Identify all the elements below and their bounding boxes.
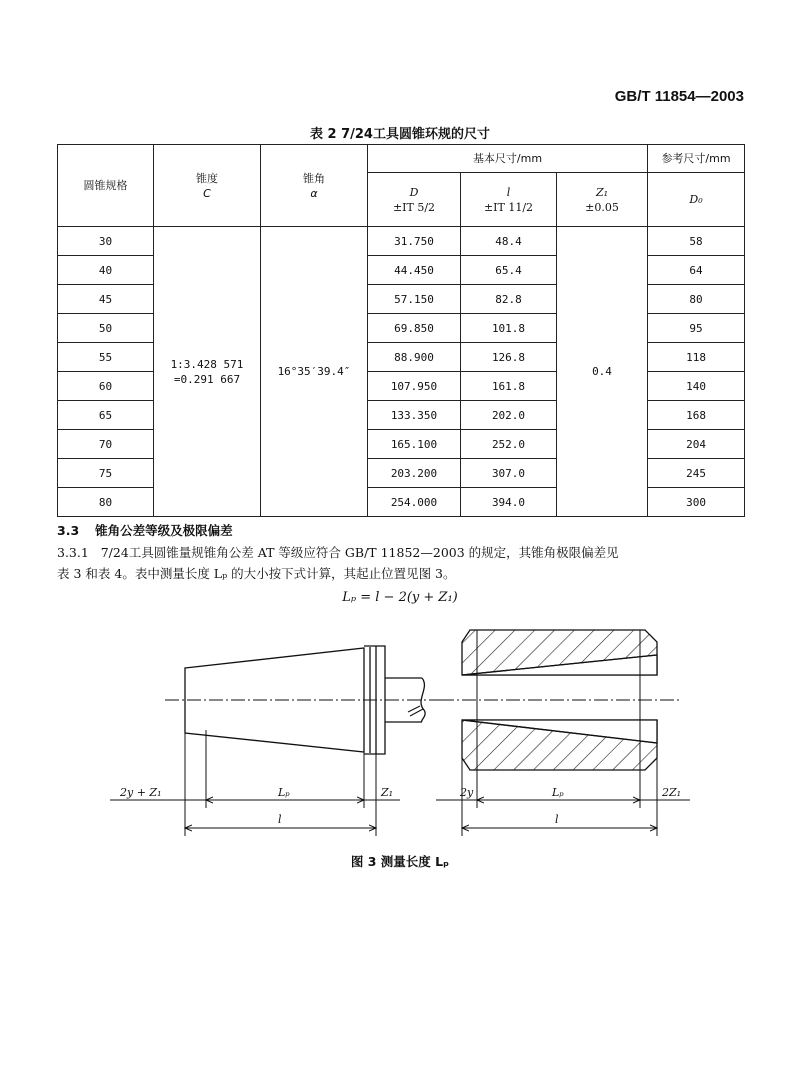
cell-D0: 140 (648, 372, 745, 401)
taper-value-decimal: =0.291 667 (173, 372, 241, 386)
header-D-symbol: D (409, 185, 419, 199)
cell-D0: 245 (648, 459, 745, 488)
standard-number: GB/T 11854—2003 (614, 88, 744, 105)
paragraph-line-1 (57, 542, 747, 563)
cell-D: 57.150 (368, 285, 461, 314)
plug-dimensions (110, 730, 400, 836)
taper-value-ratio: 1:3.428 571 (170, 357, 244, 371)
cell-D: 107.950 (368, 372, 461, 401)
table-caption: 表 2 7/24工具圆锥环规的尺寸 (310, 127, 490, 142)
label-right-lp: Lₚ (552, 786, 564, 799)
label-right-offset: 2y (460, 786, 474, 799)
header-angle (261, 145, 368, 227)
header-angle-label: 锥角 (303, 171, 325, 185)
cell-D0: 58 (648, 227, 745, 256)
cell-l: 307.0 (461, 459, 557, 488)
header-l (461, 173, 557, 227)
cell-angle-value: 16°35′39.4″ (261, 227, 368, 517)
table-row (58, 227, 745, 256)
header-l-tolerance: ±IT 11/2 (483, 200, 534, 214)
label-right-z1: 2Z₁ (662, 786, 682, 799)
header-Z1-tolerance: ±0.05 (585, 200, 619, 214)
paragraph-text-2: 表 3 和表 4。表中测量长度 Lₚ 的大小按下式计算，其起止位置见图 3。 (57, 566, 456, 581)
cell-D0: 118 (648, 343, 745, 372)
cell-D: 165.100 (368, 430, 461, 459)
cell-size: 30 (58, 227, 154, 256)
header-D0: D₀ (648, 173, 745, 227)
header-reference-dimensions: 参考尺寸/mm (648, 145, 745, 173)
formula: Lₚ = l − 2(y + Z₁) (342, 590, 458, 605)
cell-D: 44.450 (368, 256, 461, 285)
cell-D0: 168 (648, 401, 745, 430)
header-Z1-symbol: Z₁ (595, 185, 609, 199)
cell-taper-value (154, 227, 261, 517)
cell-l: 161.8 (461, 372, 557, 401)
cell-Z1-value: 0.4 (557, 227, 648, 517)
label-left-z1: Z₁ (381, 786, 394, 799)
cell-D0: 95 (648, 314, 745, 343)
cell-D: 133.350 (368, 401, 461, 430)
cell-D: 203.200 (368, 459, 461, 488)
cell-size: 50 (58, 314, 154, 343)
cell-D: 31.750 (368, 227, 461, 256)
cell-size: 75 (58, 459, 154, 488)
cell-size: 80 (58, 488, 154, 517)
cell-size: 45 (58, 285, 154, 314)
cell-D0: 64 (648, 256, 745, 285)
cell-size: 55 (58, 343, 154, 372)
header-taper-symbol: C (203, 186, 211, 200)
section-number: 3.3 (57, 523, 80, 538)
cell-D0: 300 (648, 488, 745, 517)
label-left-lp: Lₚ (278, 786, 290, 799)
measurement-length-figure (0, 610, 800, 845)
cell-l: 65.4 (461, 256, 557, 285)
cell-D: 69.850 (368, 314, 461, 343)
header-taper-label: 锥度 (196, 171, 218, 185)
header-taper (154, 145, 261, 227)
cell-size: 70 (58, 430, 154, 459)
cell-l: 101.8 (461, 314, 557, 343)
label-left-offset: 2y + Z₁ (120, 786, 162, 799)
paragraph-text-1: 7/24工具圆锥量规锥角公差 AT 等级应符合 GB/T 11852—2003 的规定，其锥角极限偏差见 (100, 545, 619, 560)
cell-D: 88.900 (368, 343, 461, 372)
cell-l: 394.0 (461, 488, 557, 517)
ring-gauge-drawing (440, 630, 680, 770)
cell-size: 65 (58, 401, 154, 430)
cell-l: 252.0 (461, 430, 557, 459)
section-title: 锥角公差等级及极限偏差 (95, 523, 233, 538)
header-basic-dimensions: 基本尺寸/mm (368, 145, 648, 173)
header-size: 圆锥规格 (58, 145, 154, 227)
dimensions-table (57, 144, 745, 517)
header-angle-symbol: α (310, 186, 318, 200)
subsection-number: 3.3.1 (57, 545, 89, 560)
header-D (368, 173, 461, 227)
figure-caption: 图 3 测量长度 Lₚ (350, 854, 450, 869)
cell-l: 48.4 (461, 227, 557, 256)
cell-l: 82.8 (461, 285, 557, 314)
cell-D0: 204 (648, 430, 745, 459)
label-right-l: l (555, 813, 559, 826)
plug-shank-break-hatch (408, 706, 423, 716)
cell-size: 60 (58, 372, 154, 401)
header-Z1 (557, 173, 648, 227)
cell-D0: 80 (648, 285, 745, 314)
cell-D: 254.000 (368, 488, 461, 517)
label-left-l: l (278, 813, 282, 826)
header-D-tolerance: ±IT 5/2 (392, 200, 436, 214)
header-l-symbol: l (506, 185, 511, 199)
cell-size: 40 (58, 256, 154, 285)
cell-l: 202.0 (461, 401, 557, 430)
section-heading (57, 521, 233, 539)
section-paragraph (57, 542, 747, 584)
cell-l: 126.8 (461, 343, 557, 372)
